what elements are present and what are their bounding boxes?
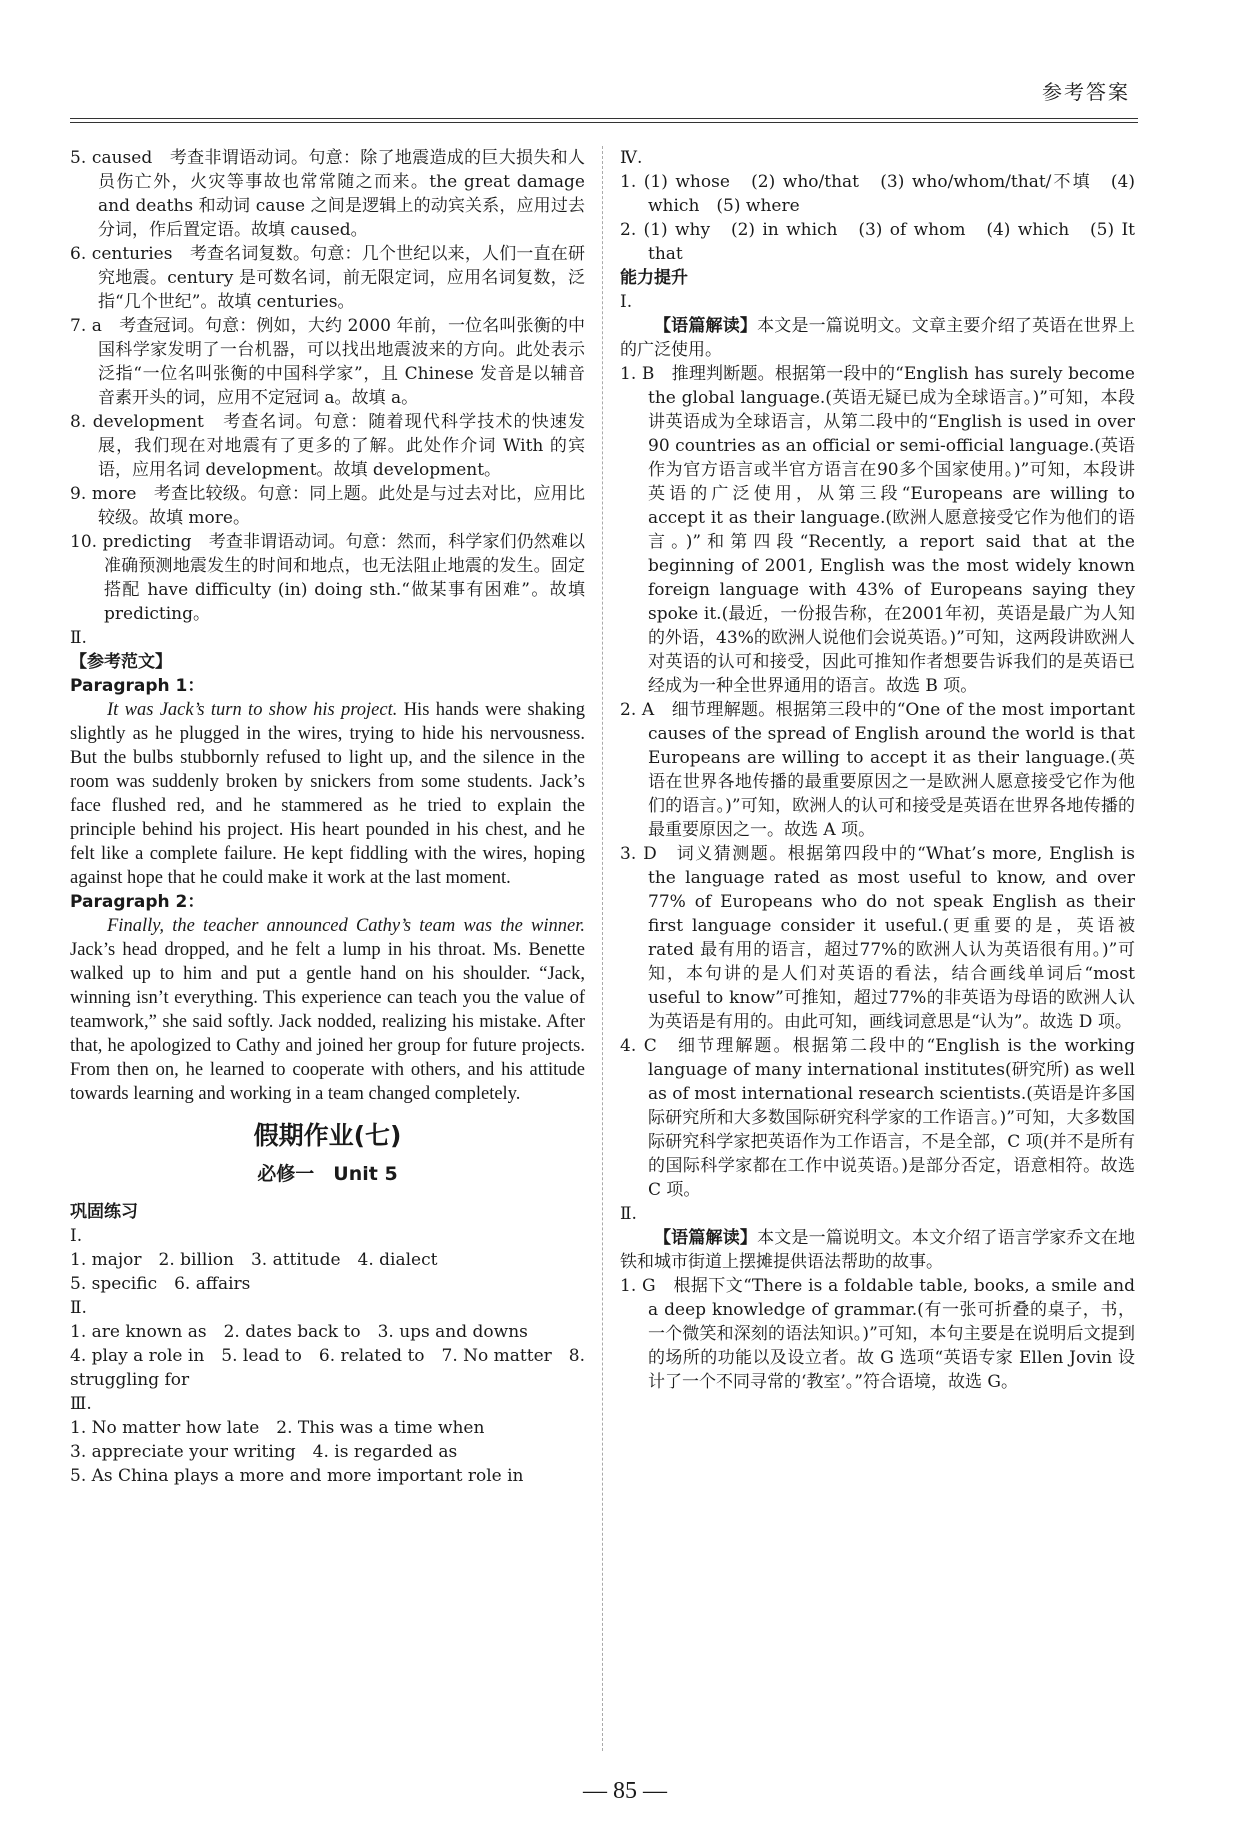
header-title: 参考答案: [1042, 80, 1130, 104]
paragraph-2-body: Jack’s head dropped, and he felt a lump in his throat. Ms. Benette walked up to him and put a gentle hand on his shoulder. “Jack, winning isn’t everything. This experience can teach you the value of teamwork,” she said softly. Jack nodded, realizing his mistake. After that, he apologized to Cathy and joined her group for future projects. From then on, he learned to cooperate with others, and his attitude towards learning and working in a team changed completely.: [70, 940, 585, 1104]
reading-summary-b: [620, 1226, 1135, 1274]
answer-line: 5. As China plays a more and more important role in: [70, 1466, 524, 1486]
paragraph-1-text: [70, 698, 585, 890]
section-title: 假期作业(七): [253, 1121, 402, 1150]
roman-numeral-2: Ⅱ.: [70, 1298, 87, 1318]
page-number: — 85 —: [583, 1778, 667, 1804]
answer-item: 2. A 细节理解题。根据第三段中的“One of the most important causes of the spread of English around the world is that Europeans are willing to accept it as their language.(英语在世界各地传播的最重要原因之一是欧洲人愿意接受它作为他们的语言。)”可知，欧洲人的认可和接受是英语在世界各地传播的最重要原因之一。故选 A 项。: [620, 700, 1135, 840]
answer-line: 1. major 2. billion 3. attitude 4. dialect: [70, 1250, 438, 1270]
answer-item: 2. (1) why (2) in which (3) of whom (4) which (5) It that: [620, 220, 1152, 264]
roman-numeral-4: Ⅳ.: [620, 148, 643, 168]
practice-label: 巩固练习: [70, 1202, 138, 1222]
column-divider: [602, 146, 603, 1751]
paragraph-2-label: Paragraph 2：: [70, 892, 205, 912]
answer-item: 6. centuries 考查名词复数。句意：几个世纪以来，人们一直在研究地震。century 是可数名词，前无限定词，应用名词复数，泛指“几个世纪”。故填 centuries。: [70, 244, 585, 312]
header-rule-secondary: [70, 122, 1138, 123]
roman-numeral-2: Ⅱ.: [620, 1204, 637, 1224]
reading-summary-a: [620, 314, 1135, 362]
answer-line: 3. appreciate your writing 4. is regarded as: [70, 1442, 458, 1462]
header-rule: [70, 118, 1138, 119]
paragraph-1-label: Paragraph 1：: [70, 676, 205, 696]
right-column: [620, 146, 1152, 1394]
roman-numeral-3: Ⅲ.: [70, 1394, 92, 1414]
roman-numeral-2: Ⅱ.: [70, 628, 87, 648]
left-column: [70, 146, 585, 1488]
answer-item: 10. predicting 考查非谓语动词。句意：然而，科学家们仍然难以准确预测地震发生的时间和地点，也无法阻止地震的发生。固定搭配 have difficulty (in) doing sth.“做某事有困难”。故填 predicting。: [70, 532, 585, 624]
reading-label: 【语篇解读】: [654, 1228, 758, 1248]
answer-item: 8. development 考查名词。句意：随着现代科学技术的快速发展，我们现在对地震有了更多的了解。此处作介词 With 的宾语，应用名词 development。故填 development。: [70, 412, 585, 480]
answer-line: 5. specific 6. affairs: [70, 1274, 251, 1294]
reading-label: 【语篇解读】: [654, 316, 758, 336]
answer-item: 7. a 考查冠词。句意：例如，大约 2000 年前，一位名叫张衡的中国科学家发明了一台机器，可以找出地震波来的方向。此处表示泛指“一位名叫张衡的中国科学家”，且 Chinese 发音是以辅音音素开头的词，应用不定冠词 a。故填 a。: [70, 316, 585, 408]
answer-item: 1. G 根据下文“There is a foldable table, books, a smile and a deep knowledge of grammar.(有一张可折叠的桌子，书，一个微笑和深刻的语法知识。)”可知，本句主要是在说明后文提到的场所的功能以及设立者。故 G 选项“英语专家 Ellen Jovin 设计了一个不同寻常的‘教室’。”符合语境，故选 G。: [620, 1276, 1135, 1392]
paragraph-2-opening: Finally, the teacher announced Cathy’s team was the winner.: [107, 916, 585, 936]
answer-item: 9. more 考查比较级。句意：同上题。此处是与过去对比，应用比较级。故填 more。: [70, 484, 585, 528]
roman-numeral-1: Ⅰ.: [620, 292, 633, 312]
paragraph-1-opening: It was Jack’s turn to show his project.: [107, 700, 398, 720]
paragraph-1-body: His hands were shaking slightly as he plugged in the wires, trying to hide his nervousness. But the bulbs stubbornly refused to light up, and the silence in the room was suddenly broken by snickers from some students. Jack’s face flushed red, and he stammered as he tried to explain the principle behind his project. His heart pounded in his chest, and he felt like a complete failure. He kept fiddling with the wires, hoping against hope that he could make it work at the last moment.: [70, 700, 585, 888]
paragraph-2-text: [70, 914, 585, 1106]
answer-item: 1. (1) whose (2) who/that (3) who/whom/that/不填 (4) which (5) where: [620, 172, 1135, 216]
reading-summary-text: 本文是一篇说明文。文章主要介绍了英语在世界上的广泛使用。: [620, 316, 1136, 360]
answer-line: 1. No matter how late 2. This was a time when: [70, 1418, 485, 1438]
roman-numeral-1: Ⅰ.: [70, 1226, 83, 1246]
answer-line: 1. are known as 2. dates back to 3. ups and downs: [70, 1322, 528, 1342]
model-essay-label: 【参考范文】: [70, 652, 172, 672]
reading-summary-text: 本文是一篇说明文。本文介绍了语言学家乔文在地铁和城市街道上摆摊提供语法帮助的故事。: [620, 1228, 1136, 1272]
answer-item: 1. B 推理判断题。根据第一段中的“English has surely become the global language.(英语无疑已成为全球语言。)”可知，本段讲英语成为全球语言，从第二段中的“English is used in over 90 countries as an official or semi-official language.(英语作为官方语言或半官方语言在90多个国家使用。)”可知，本段讲英语的广泛使用，从第三段“Europeans are willing to accept it as their language.(欧洲人愿意接受它作为他们的语言。)”和第四段“Recently, a report said that at the beginning of 2001, English was the most widely known foreign language with 43% of Europeans saying they spoke it.(最近，一份报告称，在2001年初，英语是最广为人知的外语，43%的欧洲人说他们会说英语。)”可知，这两段讲欧洲人对英语的认可和接受，因此可推知作者想要告诉我们的是英语已经成为一种全世界通用的语言。故选 B 项。: [620, 364, 1135, 696]
answer-item: 4. C 细节理解题。根据第二段中的“English is the working language of many international institutes(研究所) as well as of most international research scientists.(英语是许多国际研究所和大多数国际研究科学家的工作语言。)”可知，大多数国际研究科学家把英语作为工作语言，不是全部，C 项(并不是所有的国际科学家都在工作中说英语。)是部分否定，语意相符。故选 C 项。: [620, 1036, 1135, 1200]
answer-item: 5. caused 考查非谓语动词。句意：除了地震造成的巨大损失和人员伤亡外，火灾等事故也常常随之而来。the great damage and deaths 和动词 cause 之间是逻辑上的动宾关系，应用过去分词，作后置定语。故填 caused。: [70, 148, 585, 240]
section-subtitle: 必修一 Unit 5: [257, 1163, 398, 1185]
answer-item: 3. D 词义猜测题。根据第四段中的“What’s more, English is the language rated as most useful to know, and over 77% of Europeans who do not speak English as their first language consider it useful.(更重要的是，英语被 rated 最有用的语言，超过77%的欧洲人认为英语很有用。)”可知，本句讲的是人们对英语的看法，结合画线单词后“most useful to know”可推知，超过77%的非英语为母语的欧洲人认为英语是有用的。由此可知，画线词意思是“认为”。故选 D 项。: [620, 844, 1135, 1032]
ability-label: 能力提升: [620, 268, 688, 288]
answer-line: 4. play a role in 5. lead to 6. related to 7. No matter 8. struggling for: [70, 1346, 585, 1390]
